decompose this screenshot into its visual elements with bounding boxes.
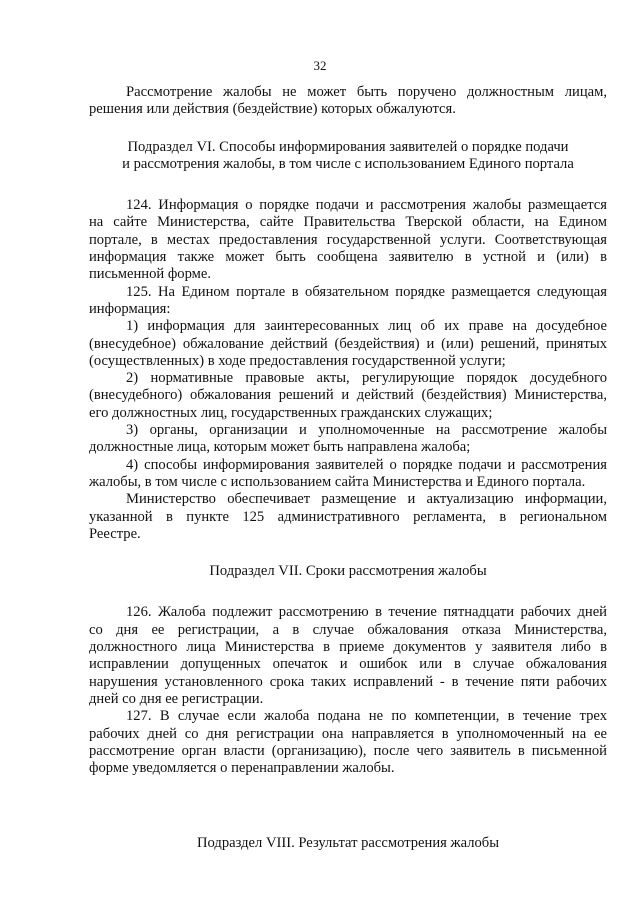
text-line: на сайте Министерства, сайте Правительства Тверской области, на Едином — [89, 214, 607, 231]
section-viii-heading — [89, 835, 607, 852]
text-line: письменной форме. — [89, 266, 212, 283]
ministry-note-paragraph — [89, 491, 607, 543]
list-item-3 — [89, 422, 607, 457]
heading-line: и рассмотрения жалобы, в том числе с использованием Единого портала — [122, 155, 574, 172]
text-line: его должностных лиц, государственных гражданских служащих; — [89, 404, 493, 421]
paragraph-126 — [89, 604, 607, 708]
text-line: 3) органы, организации и уполномоченные на рассмотрение жалобы — [126, 422, 607, 439]
text-line: решения или действия (бездействие) которых обжалуются. — [89, 101, 456, 118]
list-item-4 — [89, 457, 607, 492]
paragraph-125 — [89, 284, 607, 319]
section-vi-heading — [89, 139, 607, 174]
text-line: 127. В случае если жалоба подана не по компетенции, в течение трех — [126, 708, 607, 725]
text-line: 124. Информация о порядке подачи и рассмотрения жалобы размещается — [126, 197, 607, 214]
text-line: Рассмотрение жалобы не может быть поручено должностным лицам, — [126, 84, 607, 100]
list-item-1 — [89, 318, 607, 370]
text-line: Реестре. — [89, 525, 141, 542]
page-number: 32 — [313, 58, 327, 73]
text-line: должностные лица, которым может быть направлена жалоба; — [89, 439, 471, 456]
text-line: (внесудебное) обжалование действий (бездействия) и (или) решений, принятых — [89, 335, 607, 352]
intro-paragraph — [89, 84, 607, 119]
text-line: Министерство обеспечивает размещение и актуализацию информации, — [126, 491, 607, 508]
text-line: нарушения установленного срока таких исправлений - в течение пяти рабочих — [89, 673, 607, 690]
text-line: указанной в пункте 125 административного регламента, в региональном — [89, 508, 607, 525]
text-line: жалобы, в том числе с использованием сайта Министерства и Единого портала. — [89, 473, 586, 490]
paragraph-124 — [89, 197, 607, 283]
heading-line: Подраздел VII. Сроки рассмотрения жалобы — [209, 563, 487, 580]
text-line: портале, в местах предоставления государственной услуги. Соответствующая — [89, 231, 607, 248]
text-line: дней со дня ее регистрации. — [89, 690, 264, 707]
heading-line: Подраздел VIII. Результат рассмотрения жалобы — [197, 835, 499, 852]
heading-line: Подраздел VI. Способы информирования заявителей о порядке подачи — [127, 138, 569, 155]
text-line: 125. На Едином портале в обязательном порядке размещается следующая — [126, 283, 607, 300]
text-line: форме уведомляется о перенаправлении жалобы. — [89, 760, 395, 777]
text-line: рабочих дней со дня регистрации она направляется в уполномоченный на ее — [89, 725, 607, 742]
text-line: информация также может быть сообщена заявителю в устной и (или) в — [89, 249, 607, 266]
text-line: 2) нормативные правовые акты, регулирующие порядок досудебного — [126, 370, 607, 387]
text-line: 1) информация для заинтересованных лиц об их праве на досудебное — [126, 318, 607, 335]
text-line: 126. Жалоба подлежит рассмотрению в течение пятнадцати рабочих дней — [126, 604, 607, 621]
section-vii-heading — [89, 563, 607, 580]
text-line: (внесудебного) обжалования решений и действий (бездействия) Министерства, — [89, 387, 607, 404]
text-line: (осуществленных) в ходе предоставления государственной услуги; — [89, 352, 506, 369]
document-body — [89, 84, 607, 853]
text-line: информация: — [89, 300, 171, 317]
text-line: рассмотрение орган власти (организацию), после чего заявитель в письменной — [89, 742, 607, 759]
text-line: исправлении допущенных опечаток и ошибок или в случае обжалования — [89, 656, 607, 673]
text-line: должностного лица Министерства в приеме документов у заявителя либо в — [89, 639, 607, 656]
text-line: 4) способы информирования заявителей о порядке подачи и рассмотрения — [126, 456, 607, 473]
paragraph-127 — [89, 708, 607, 777]
text-line: со дня ее регистрации, а в случае обжалования отказа Министерства, — [89, 621, 607, 638]
list-item-2 — [89, 370, 607, 422]
